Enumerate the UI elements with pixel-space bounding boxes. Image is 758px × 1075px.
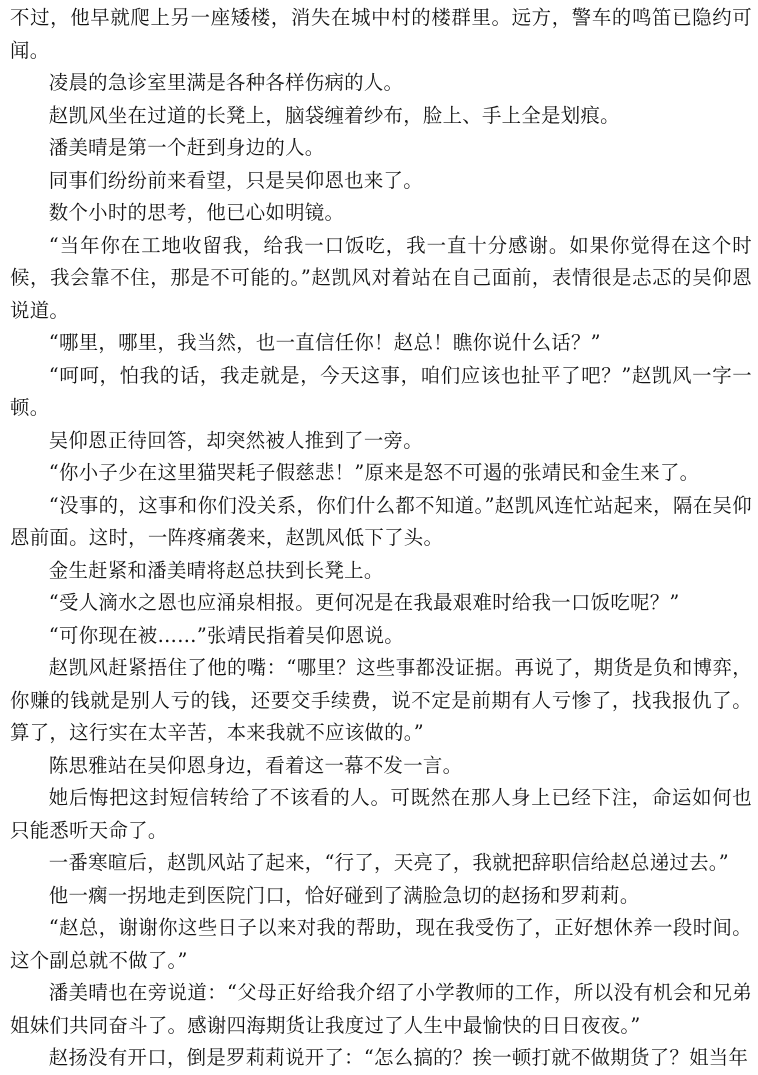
paragraph: 她后悔把这封短信转给了不该看的人。可既然在那人身上已经下注，命运如何也只能悉听天命了。 xyxy=(10,786,752,842)
paragraph: 赵凯风赶紧捂住了他的嘴：“哪里？这些事都没证据。再说了，期货是负和博弈，你赚的钱就是别人亏的钱，还要交手续费，说不定是前期有人亏惨了，找我报仇了。算了，这行实在太辛苦，本来我就不应该做的。” xyxy=(10,656,752,744)
paragraph: 潘美晴也在旁说道：“父母正好给我介绍了小学教师的工作，所以没有机会和兄弟姐妹们共同奋斗了。感谢四海期货让我度过了人生中最愉快的日日夜夜。” xyxy=(10,981,752,1037)
paragraph: “哪里，哪里，我当然，也一直信任你！赵总！瞧你说什么话？” xyxy=(48,331,601,354)
paragraph: 潘美晴是第一个赶到身边的人。 xyxy=(48,136,325,159)
paragraph: 他一瘸一拐地走到医院门口，恰好碰到了满脸急切的赵扬和罗莉莉。 xyxy=(48,883,640,907)
paragraph: “赵总，谢谢你这些日子以来对我的帮助，现在我受伤了，正好想休养一段时间。这个副总就不做了。” xyxy=(10,916,752,972)
document-page xyxy=(10,2,752,1075)
paragraph: 同事们纷纷前来看望，只是吴仰恩也来了。 xyxy=(48,168,423,192)
paragraph: 凌晨的急诊室里满是各种各样伤病的人。 xyxy=(48,71,404,94)
paragraph: 不过，他早就爬上另一座矮楼，消失在城中村的楼群里。远方，警车的鸣笛已隐约可闻。 xyxy=(10,6,752,62)
paragraph: 一番寒暄后，赵凯风站了起来，“行了，天亮了，我就把辞职信给赵总递过去。” xyxy=(48,851,730,874)
paragraph: “呵呵，怕我的话，我走就是，今天这事，咱们应该也扯平了吧？”赵凯风一字一顿。 xyxy=(10,363,752,419)
paragraph: 陈思雅站在吴仰恩身边，看着这一幕不发一言。 xyxy=(48,753,463,777)
paragraph: “可你现在被……”张靖民指着吴仰恩说。 xyxy=(48,623,404,647)
paragraph: 吴仰恩正待回答，却突然被人推到了一旁。 xyxy=(48,428,423,452)
paragraph: “受人滴水之恩也应涌泉相报。更何况是在我最艰难时给我一口饭吃呢？” xyxy=(48,591,680,614)
paragraph: 数个小时的思考，他已心如明镜。 xyxy=(48,201,345,224)
paragraph: “当年你在工地收留我，给我一口饭吃，我一直十分感谢。如果你觉得在这个时候，我会靠不住，那是不可能的。”赵凯风对着站在自己面前，表情很是忐忑的吴仰恩说道。 xyxy=(10,233,752,322)
paragraph: “没事的，这事和你们没关系，你们什么都不知道。”赵凯风连忙站起来，隔在吴仰恩前面。这时，一阵疼痛袭来，赵凯风低下了头。 xyxy=(10,493,752,549)
paragraph: “你小子少在这里猫哭耗子假慈悲！”原来是怒不可遏的张靖民和金生来了。 xyxy=(48,461,700,484)
paragraph: 赵扬没有开口，倒是罗莉莉说开了：“怎么搞的？挨一顿打就不做期货了？姐当年 xyxy=(48,1046,749,1069)
paragraph: 金生赶紧和潘美晴将赵总扶到长凳上。 xyxy=(48,558,384,582)
paragraph: 赵凯风坐在过道的长凳上，脑袋缠着纱布，脸上、手上全是划痕。 xyxy=(48,103,620,127)
